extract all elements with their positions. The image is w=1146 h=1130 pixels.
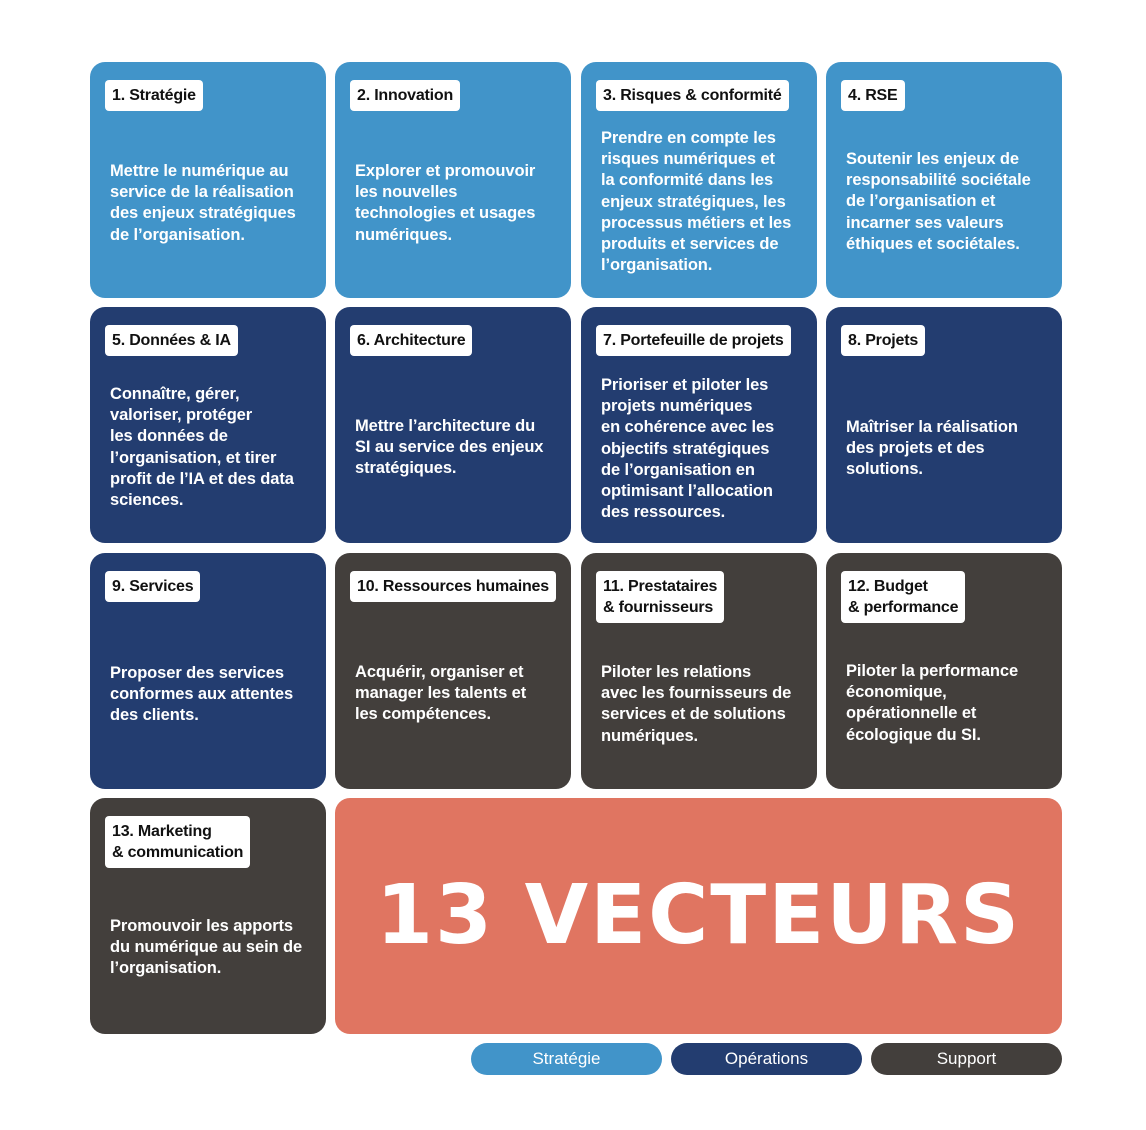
vector-title: 6. Architecture <box>350 325 472 356</box>
vector-card-budget-performance <box>826 553 1062 789</box>
vector-description: Mettre le numérique au service de la réalisation des enjeux stratégiques de l’organisation. <box>110 162 296 244</box>
vector-title: 9. Services <box>105 571 200 602</box>
vector-card-services <box>90 553 326 789</box>
vector-card-marketing-communication <box>90 798 326 1034</box>
vector-card-rse <box>826 62 1062 298</box>
vector-title: 4. RSE <box>841 80 905 111</box>
vector-description: Prendre en compte les risques numériques et la conformité dans les enjeux stratégiques, les processus métiers et les produits et services de l’organisation. <box>601 129 792 275</box>
vector-title: 10. Ressources humaines <box>350 571 556 602</box>
vector-description: Proposer des services conformes aux attentes des clients. <box>110 664 294 725</box>
vector-description: Promouvoir les apports du numérique au sein de l’organisation. <box>110 917 303 978</box>
vector-title: 7. Portefeuille de projets <box>596 325 791 356</box>
vector-card-donnees-ia <box>90 307 326 543</box>
vector-description: Connaître, gérer, valoriser, protéger les données de l’organisation, et tirer profit de l’IA et des data sciences. <box>110 385 294 510</box>
vector-card-risques-conformite <box>581 62 817 298</box>
legend-support: Support <box>871 1043 1062 1075</box>
legend-strategie: Stratégie <box>471 1043 662 1075</box>
vector-title: 11. Prestataires & fournisseurs <box>596 571 724 623</box>
hero-banner <box>335 798 1062 1034</box>
vector-description: Piloter la performance économique, opérationnelle et écologique du SI. <box>846 662 1019 744</box>
hero-title: 13 VECTEURS <box>375 868 1022 963</box>
vector-description: Prioriser et piloter les projets numériques en cohérence avec les objectifs stratégiques de l’organisation en optimisant l’allocation des ressources. <box>601 376 775 522</box>
vector-card-architecture <box>335 307 571 543</box>
vector-description: Piloter les relations avec les fournisseurs de services et de solutions numériques. <box>601 663 792 745</box>
vector-card-strategie <box>90 62 326 298</box>
vector-title: 2. Innovation <box>350 80 460 111</box>
vector-title: 1. Stratégie <box>105 80 203 111</box>
vector-card-innovation <box>335 62 571 298</box>
vector-description: Explorer et promouvoir les nouvelles technologies et usages numériques. <box>355 162 536 244</box>
vector-card-portefeuille-projets <box>581 307 817 543</box>
vector-title: 8. Projets <box>841 325 925 356</box>
vector-card-projets <box>826 307 1062 543</box>
vector-description: Soutenir les enjeux de responsabilité sociétale de l’organisation et incarner ses valeurs éthiques et sociétales. <box>846 150 1031 253</box>
vector-description: Maîtriser la réalisation des projets et des solutions. <box>846 418 1018 479</box>
legend-operations: Opérations <box>671 1043 862 1075</box>
vector-title: 5. Données & IA <box>105 325 238 356</box>
vector-card-ressources-humaines <box>335 553 571 789</box>
vector-description: Acquérir, organiser et manager les talents et les compétences. <box>355 663 527 724</box>
vector-title: 13. Marketing & communication <box>105 816 250 868</box>
vector-title: 3. Risques & conformité <box>596 80 789 111</box>
vector-title: 12. Budget & performance <box>841 571 965 623</box>
vector-description: Mettre l’architecture du SI au service des enjeux stratégiques. <box>355 417 544 478</box>
vector-card-prestataires-fournisseurs <box>581 553 817 789</box>
